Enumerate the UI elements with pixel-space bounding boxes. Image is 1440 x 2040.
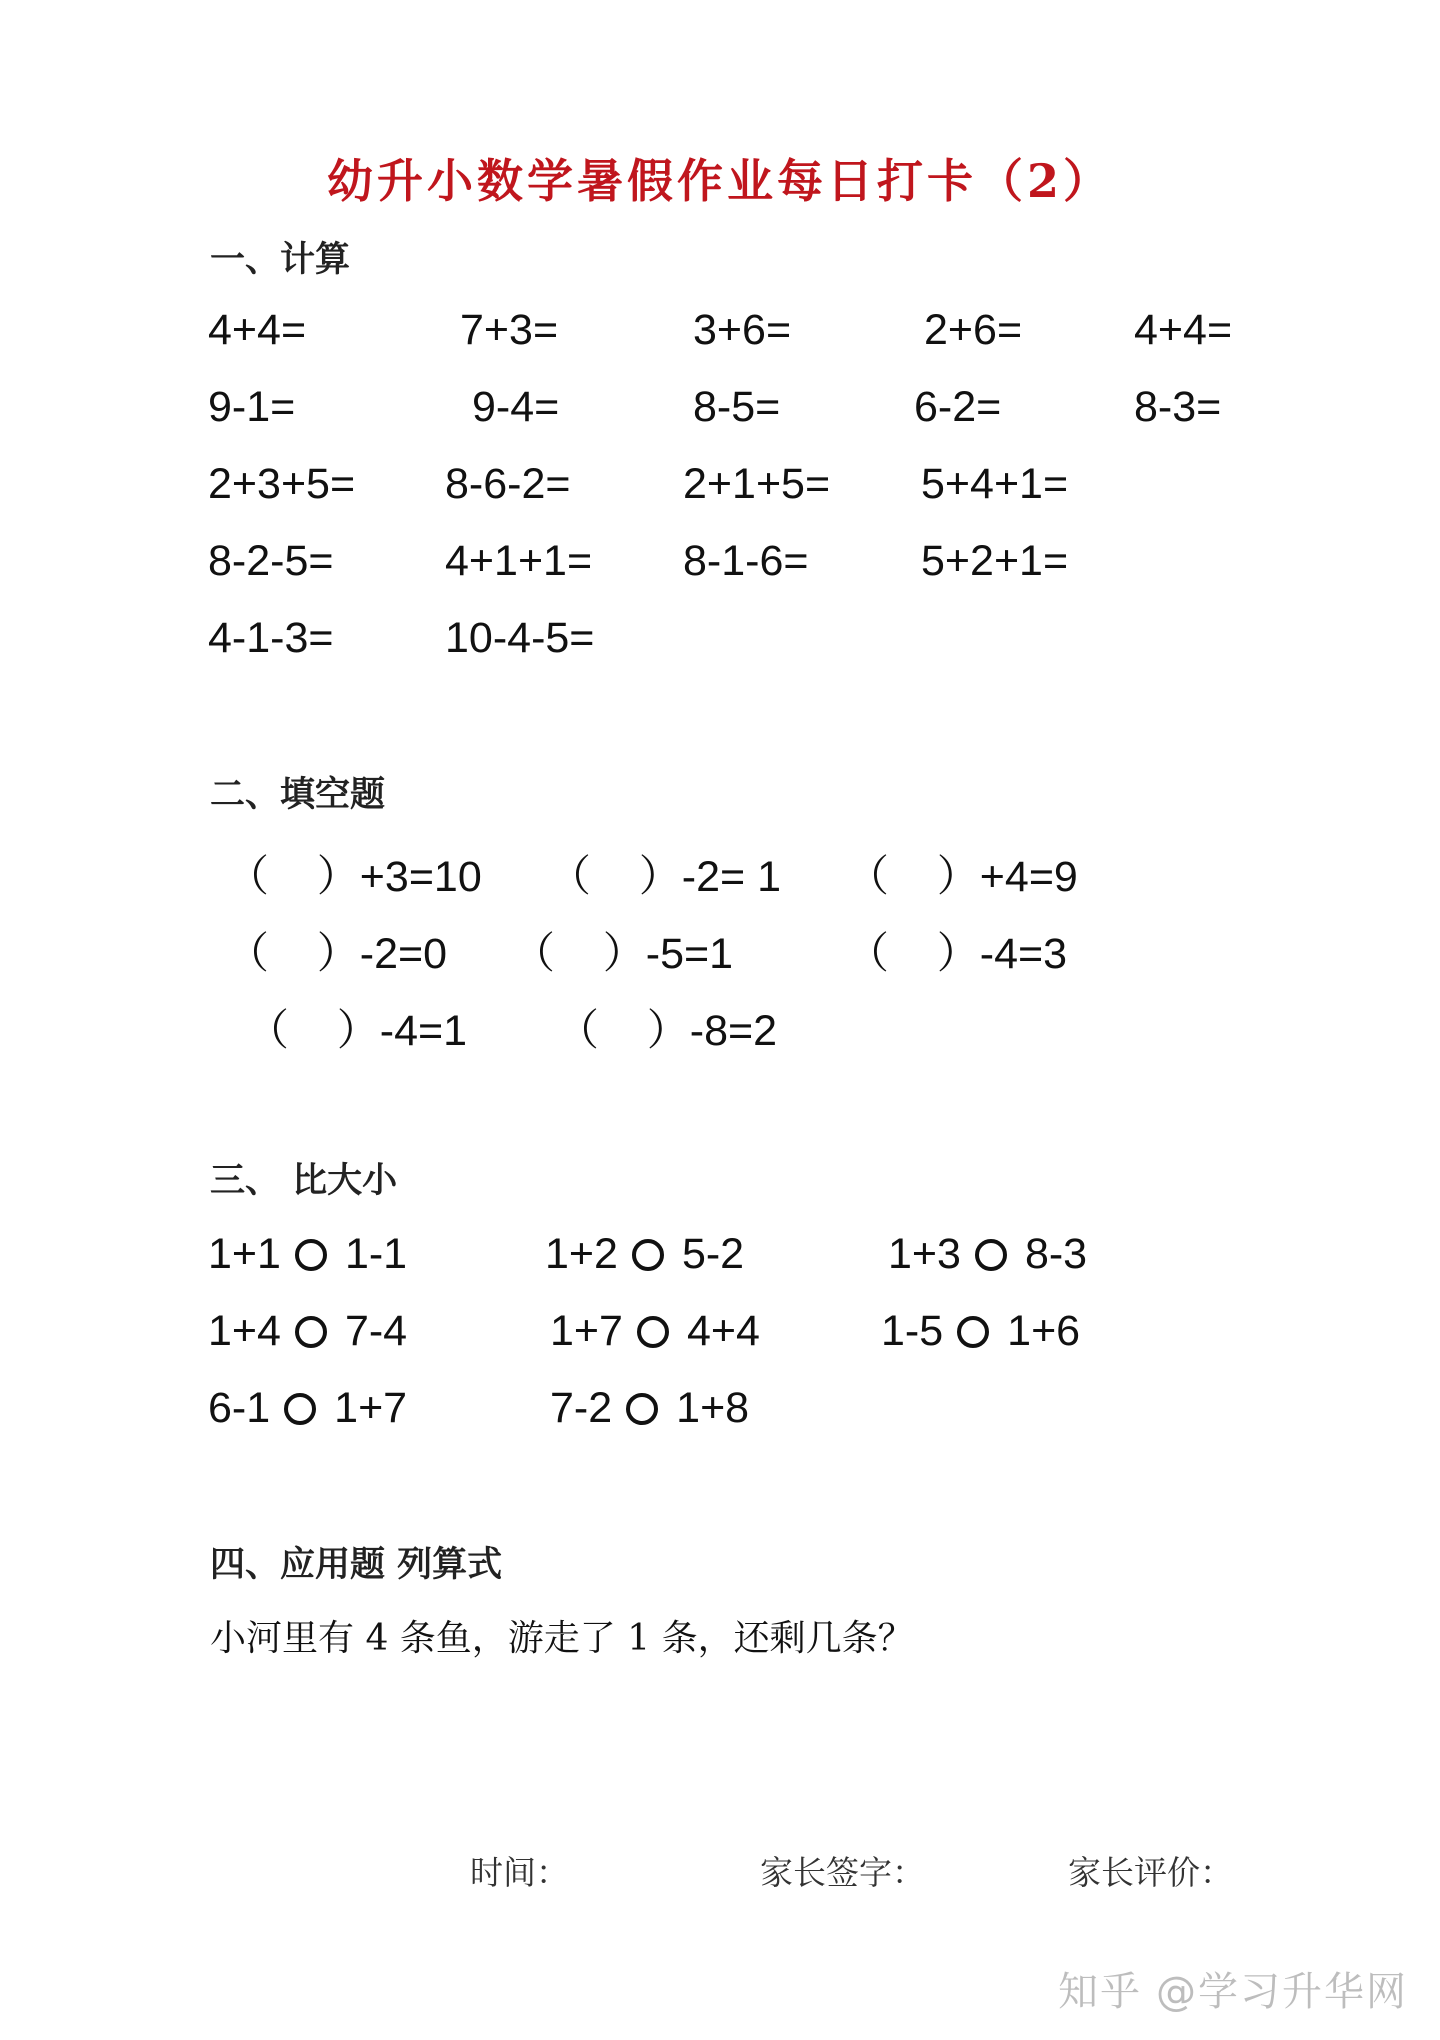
fill-item (226, 843, 482, 904)
compare-item (208, 1230, 407, 1279)
fill-blank: （ ） (548, 853, 682, 901)
fill-blank: （ ） (846, 853, 980, 901)
word-problem-text: 小河里有 4 条鱼，游走了 1 条，还剩几条？ (210, 1618, 914, 1659)
compare-item (888, 1230, 1087, 1279)
fill-expression: -8=2 (689, 1007, 778, 1055)
section-heading-word: 四、应用题 列算式 (210, 1544, 503, 1585)
compare-right: 1+6 (1007, 1307, 1081, 1355)
fill-blank: （ ） (226, 930, 360, 978)
compare-left: 1+7 (550, 1307, 623, 1355)
fill-expression: -2=0 (359, 930, 448, 978)
calc-item: 8-5= (693, 383, 781, 431)
fill-item (548, 843, 781, 904)
compare-item (550, 1384, 749, 1433)
compare-right: 1+8 (676, 1384, 750, 1432)
fill-item (846, 843, 1078, 904)
calc-item: 7+3= (460, 306, 559, 354)
compare-circle-icon (957, 1316, 989, 1348)
fill-item (246, 997, 467, 1058)
footer-evaluation-label: 家长评价： (1068, 1853, 1233, 1892)
fill-expression: -5=1 (645, 930, 734, 978)
compare-left: 1-5 (881, 1307, 944, 1355)
compare-left: 1+2 (545, 1230, 618, 1278)
section-heading-fill: 二、填空题 (210, 774, 386, 815)
compare-left: 7-2 (550, 1384, 613, 1432)
fill-item (556, 997, 777, 1058)
compare-item (208, 1384, 407, 1433)
calc-item: 4+4= (208, 306, 307, 354)
compare-item (881, 1307, 1080, 1356)
calc-item: 2+3+5= (208, 460, 356, 508)
compare-right: 5-2 (681, 1230, 745, 1278)
compare-item (550, 1307, 760, 1356)
footer-time-label: 时间： (470, 1853, 569, 1892)
fill-expression: +4=9 (979, 853, 1078, 901)
compare-right: 1+7 (334, 1384, 408, 1432)
fill-blank: （ ） (512, 930, 646, 978)
compare-item (208, 1307, 407, 1356)
calc-item: 6-2= (914, 383, 1002, 431)
fill-expression: -4=1 (379, 1007, 468, 1055)
fill-blank: （ ） (556, 1007, 690, 1055)
calc-item: 2+1+5= (683, 460, 831, 508)
compare-right: 4+4 (686, 1307, 760, 1355)
section-heading-calc: 一、计算 (210, 239, 351, 280)
watermark-handle: @学习升华网 (1156, 1969, 1408, 2015)
fill-blank: （ ） (226, 853, 360, 901)
calc-item: 10-4-5= (445, 614, 595, 662)
calc-item: 4+4= (1134, 306, 1233, 354)
fill-blank: （ ） (846, 930, 980, 978)
calc-item: 5+4+1= (921, 460, 1069, 508)
calc-item: 4+1+1= (445, 537, 593, 585)
compare-left: 1+4 (208, 1307, 281, 1355)
compare-circle-icon (284, 1393, 316, 1425)
section-heading-compare: 三、 比大小 (210, 1160, 398, 1201)
fill-expression: -2= 1 (681, 853, 782, 901)
fill-expression: +3=10 (359, 853, 482, 901)
compare-circle-icon (626, 1393, 658, 1425)
compare-right: 7-4 (344, 1307, 408, 1355)
compare-left: 1+3 (888, 1230, 961, 1278)
calc-item: 8-3= (1134, 383, 1222, 431)
calc-item: 5+2+1= (921, 537, 1069, 585)
watermark-brand: 知乎 (1058, 1969, 1142, 2015)
compare-left: 1+1 (208, 1230, 281, 1278)
fill-item (512, 920, 733, 981)
compare-circle-icon (295, 1316, 327, 1348)
calc-item: 8-2-5= (208, 537, 334, 585)
compare-left: 6-1 (208, 1384, 271, 1432)
calc-item: 3+6= (693, 306, 792, 354)
compare-circle-icon (975, 1239, 1007, 1271)
fill-item (226, 920, 447, 981)
watermark (1058, 1960, 1408, 2017)
footer-signature-label: 家长签字： (760, 1853, 925, 1892)
compare-item (545, 1230, 744, 1279)
fill-blank: （ ） (246, 1007, 380, 1055)
fill-item (846, 920, 1067, 981)
compare-circle-icon (295, 1239, 327, 1271)
fill-expression: -4=3 (979, 930, 1068, 978)
calc-item: 8-1-6= (683, 537, 809, 585)
compare-circle-icon (632, 1239, 664, 1271)
calc-item: 4-1-3= (208, 614, 334, 662)
compare-right: 1-1 (344, 1230, 408, 1278)
calc-item: 2+6= (924, 306, 1023, 354)
calc-item: 8-6-2= (445, 460, 571, 508)
calc-item: 9-4= (472, 383, 560, 431)
calc-item: 9-1= (208, 383, 296, 431)
compare-circle-icon (637, 1316, 669, 1348)
compare-right: 8-3 (1024, 1230, 1088, 1278)
worksheet-title: 幼升小数学暑假作业每日打卡（2） (326, 154, 1113, 208)
